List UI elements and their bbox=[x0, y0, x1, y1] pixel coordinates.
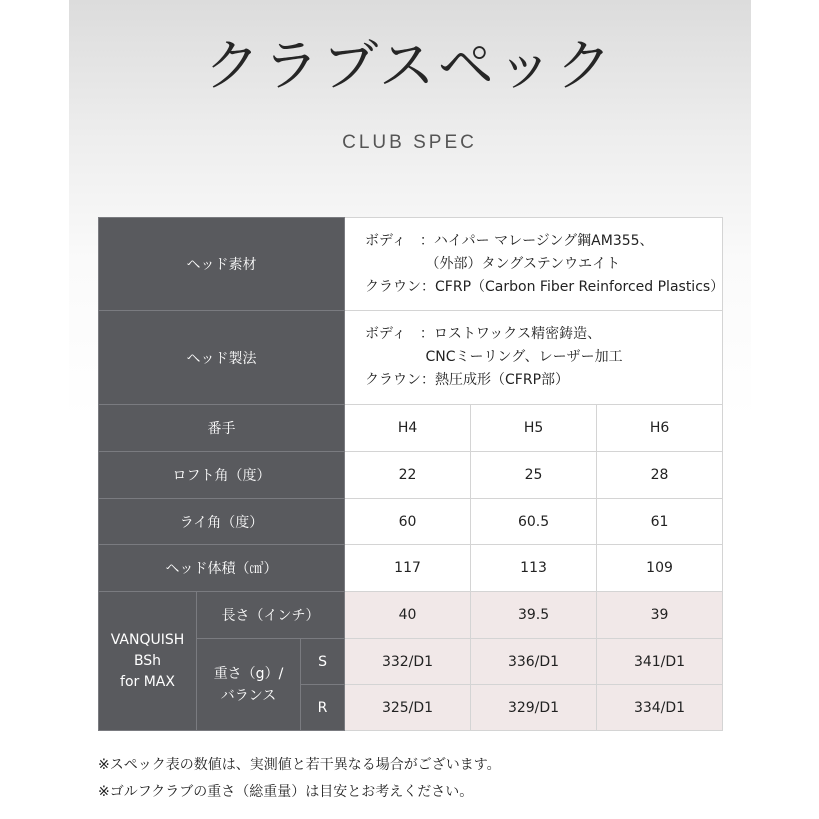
head-material-line: （外部）タングステンウエイト bbox=[365, 255, 621, 272]
volume-label: ヘッド体積（㎤） bbox=[99, 545, 345, 592]
number-h6: H6 bbox=[597, 405, 723, 452]
page-title: クラブスペック bbox=[204, 34, 615, 99]
table-row-loft bbox=[99, 452, 723, 499]
weight-r-h6: 334/D1 bbox=[597, 685, 723, 731]
shaft-name-line: BSh bbox=[133, 652, 162, 669]
table-row-head-method bbox=[99, 311, 723, 405]
loft-label: ロフト角（度） bbox=[99, 452, 345, 499]
shaft-name-line: for MAX bbox=[120, 673, 175, 690]
shaft-name-line: VANQUISH bbox=[110, 631, 185, 648]
length-h5: 39.5 bbox=[471, 592, 597, 639]
table-row-volume bbox=[99, 545, 723, 592]
table-row-number bbox=[99, 405, 723, 452]
head-material-label: ヘッド素材 bbox=[99, 218, 345, 311]
lie-label: ライ角（度） bbox=[99, 499, 345, 545]
page-subtitle: CLUB SPEC bbox=[342, 132, 477, 153]
head-material-line: ボディ ：ハイパー マレージング鋼AM355、 bbox=[365, 232, 654, 249]
lie-h5: 60.5 bbox=[471, 499, 597, 545]
loft-h4: 22 bbox=[345, 452, 471, 499]
note-line: ※ゴルフクラブの重さ（総重量）は目安とお考えください。 bbox=[98, 784, 474, 800]
head-method-label: ヘッド製法 bbox=[99, 311, 345, 405]
weight-s-h5: 336/D1 bbox=[471, 639, 597, 685]
spec-table bbox=[98, 217, 723, 731]
lie-h4: 60 bbox=[345, 499, 471, 545]
head-method-line: CNCミーリング、レーザー加工 bbox=[365, 349, 623, 365]
head-material-line: クラウン：CFRP（Carbon Fiber Reinforced Plastics） bbox=[365, 278, 725, 295]
flex-r-label: R bbox=[301, 685, 345, 731]
loft-h5: 25 bbox=[471, 452, 597, 499]
lie-h6: 61 bbox=[597, 499, 723, 545]
number-h4: H4 bbox=[345, 405, 471, 452]
head-method-value bbox=[345, 311, 723, 405]
weight-s-h4: 332/D1 bbox=[345, 639, 471, 685]
volume-h6: 109 bbox=[597, 545, 723, 592]
table-row-length bbox=[99, 592, 723, 639]
weight-r-h4: 325/D1 bbox=[345, 685, 471, 731]
length-h6: 39 bbox=[597, 592, 723, 639]
flex-s-label: S bbox=[301, 639, 345, 685]
length-h4: 40 bbox=[345, 592, 471, 639]
number-h5: H5 bbox=[471, 405, 597, 452]
note-line: ※スペック表の数値は、実測値と若干異なる場合がございます。 bbox=[98, 757, 501, 773]
head-method-line: ボディ ：ロストワックス精密鋳造、 bbox=[365, 326, 602, 342]
weight-balance-line: バランス bbox=[220, 687, 277, 704]
head-material-value bbox=[345, 218, 723, 311]
weight-s-h6: 341/D1 bbox=[597, 639, 723, 685]
weight-balance-label bbox=[197, 639, 301, 731]
table-row-lie bbox=[99, 499, 723, 545]
loft-h6: 28 bbox=[597, 452, 723, 499]
shaft-name bbox=[99, 592, 197, 731]
number-label: 番手 bbox=[99, 405, 345, 452]
notes bbox=[98, 752, 501, 806]
length-label: 長さ（インチ） bbox=[197, 592, 345, 639]
head-method-line: クラウン：熱圧成形（CFRP部） bbox=[365, 372, 570, 388]
weight-balance-line: 重さ（g）/ bbox=[213, 665, 284, 682]
table-row-head-material bbox=[99, 218, 723, 311]
weight-r-h5: 329/D1 bbox=[471, 685, 597, 731]
volume-h5: 113 bbox=[471, 545, 597, 592]
volume-h4: 117 bbox=[345, 545, 471, 592]
